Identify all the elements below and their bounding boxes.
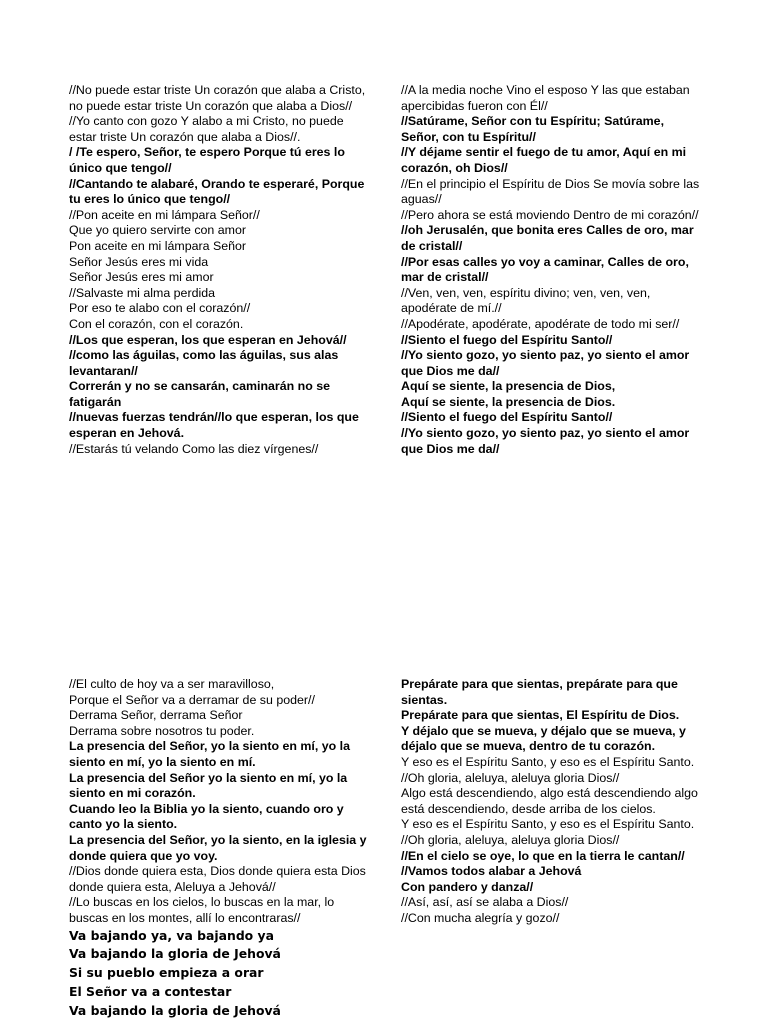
- lyric-line: Porque el Señor va a derramar de su poder//: [69, 692, 315, 707]
- lyric-line: //Oh gloria, aleluya, aleluya gloria Dios//: [401, 832, 620, 847]
- lyric-line: //Oh gloria, aleluya, aleluya gloria Dios//: [401, 770, 620, 785]
- lyric-line: La presencia del Señor, yo la siento, en la iglesia y donde quiera que yo voy.: [69, 832, 367, 863]
- lyric-line: El Señor va a contestar: [69, 983, 232, 999]
- lyric-line: //Ven, ven, ven, espíritu divino; ven, ven, ven, apodérate de mí.//: [401, 285, 651, 316]
- lyric-line: //Dios donde quiera esta, Dios donde quiera esta Dios donde quiera esta, Aleluya a Jehová//: [69, 864, 366, 894]
- lyric-line: //Cantando te alabaré, Orando te esperaré, Porque tu eres lo único que tengo//: [69, 176, 365, 207]
- lyric-line: //Yo siento gozo, yo siento paz, yo siento el amor que Dios me da//: [401, 426, 690, 456]
- lyric-line: //El culto de hoy va a ser maravilloso,: [69, 677, 275, 691]
- lyric-line: Con pandero y danza//: [401, 879, 534, 894]
- lyric-line: Algo está descendiendo, algo está descendiendo algo está descendiendo, desde arriba de los cielos.: [401, 786, 698, 816]
- lyric-line: //En el principio el Espíritu de Dios Se movía sobre las aguas//: [401, 176, 700, 207]
- lyric-line: Señor Jesús eres mi amor: [69, 270, 214, 285]
- lyric-line: //Apodérate, apodérate, apodérate de todo mi ser//: [401, 316, 680, 331]
- lyric-line: Y déjalo que se mueva, y déjalo que se mueva, y déjalo que se mueva, dentro de tu corazón.: [401, 723, 686, 754]
- lyric-line: / /Te espero, Señor, te espero Porque tú eres lo único que tengo//: [69, 145, 345, 175]
- lyric-line: Va bajando la gloria de Jehová: [69, 1002, 281, 1018]
- lyric-line: //Satúrame, Señor con tu Espíritu; Satúrame, Señor, con tu Espíritu//: [401, 114, 665, 144]
- lyric-line: //Siento el fuego del Espíritu Santo//: [401, 410, 613, 425]
- lyric-line: Y eso es el Espíritu Santo, y eso es el Espíritu Santo.: [401, 754, 695, 769]
- lyric-line: //nuevas fuerzas tendrán//lo que esperan, los que esperan en Jehová.: [69, 410, 359, 441]
- lyric-line: Aquí se siente, la presencia de Dios,: [401, 379, 616, 394]
- lyric-line: Prepárate para que sientas, prepárate para que sientas.: [401, 677, 678, 707]
- lyric-line: //Lo buscas en los cielos, lo buscas en la mar, lo buscas en los montes, allí lo encontraras//: [69, 895, 335, 925]
- lyric-line: //Yo siento gozo, yo siento paz, yo siento el amor que Dios me da//: [401, 348, 690, 378]
- lyric-line: Pon aceite en mi lámpara Señor: [69, 238, 247, 253]
- lyric-line: //Siento el fuego del Espíritu Santo//: [401, 332, 613, 347]
- lyric-line: Aquí se siente, la presencia de Dios.: [401, 394, 616, 409]
- lyric-line: //oh Jerusalén, que bonita eres Calles de oro, mar de cristal//: [401, 223, 694, 253]
- lyric-line: //Los que esperan, los que esperan en Jehová//: [69, 332, 347, 347]
- lyric-line: La presencia del Señor yo la siento en mí, yo la siento en mi corazón.: [69, 770, 348, 801]
- lyric-line: Prepárate para que sientas, El Espíritu de Dios.: [401, 708, 680, 723]
- lyrics-column-top-right: [401, 83, 701, 457]
- lyric-line: //Estarás tú velando Como las diez vírgenes//: [69, 441, 319, 456]
- lyric-line: //Vamos todos alabar a Jehová: [401, 864, 582, 879]
- lyric-line: //Salvaste mi alma perdida: [69, 285, 216, 300]
- lyrics-column-bottom-right: [401, 677, 701, 927]
- lyric-line: Correrán y no se cansarán, caminarán no se fatigarán: [69, 379, 331, 409]
- lyric-line: Por eso te alabo con el corazón//: [69, 301, 251, 316]
- lyric-line: //Pero ahora se está moviendo Dentro de mi corazón//: [401, 207, 699, 222]
- lyric-line: Cuando leo la Biblia yo la siento, cuando oro y canto yo la siento.: [69, 801, 344, 832]
- lyric-line: //Y déjame sentir el fuego de tu amor, Aquí en mi corazón, oh Dios//: [401, 145, 687, 175]
- lyric-line: //Yo canto con gozo Y alabo a mi Cristo, no puede estar triste Un corazón que alaba a Dios//.: [69, 114, 344, 144]
- lyric-line: //como las águilas, como las águilas, sus alas levantaran//: [69, 348, 339, 378]
- lyrics-column-top-left: [69, 83, 369, 457]
- lyric-line: //Pon aceite en mi lámpara Señor//: [69, 207, 260, 222]
- lyric-line: Con el corazón, con el corazón.: [69, 316, 244, 331]
- lyric-line: La presencia del Señor, yo la siento en mí, yo la siento en mí, yo la siento en mí.: [69, 739, 350, 769]
- lyric-line: Si su pueblo empieza a orar: [69, 965, 264, 981]
- lyric-line: Va bajando la gloria de Jehová: [69, 946, 281, 962]
- lyric-line: //Con mucha alegría y gozo//: [401, 910, 560, 925]
- lyric-line: Y eso es el Espíritu Santo, y eso es el Espíritu Santo.: [401, 817, 695, 832]
- lyric-line: //En el cielo se oye, lo que en la tierra le cantan//: [401, 848, 685, 863]
- lyric-line: Que yo quiero servirte con amor: [69, 223, 246, 238]
- lyric-line: //Así, así, así se alaba a Dios//: [401, 895, 569, 910]
- lyrics-column-bottom-left: [69, 677, 369, 1020]
- lyric-line: //A la media noche Vino el esposo Y las que estaban apercibidas fueron con Él//: [401, 83, 690, 113]
- lyric-line: Derrama sobre nosotros tu poder.: [69, 723, 255, 738]
- lyric-line: Señor Jesús eres mi vida: [69, 254, 209, 269]
- lyric-line: Va bajando ya, va bajando ya: [69, 927, 274, 943]
- lyric-line: //Por esas calles yo voy a caminar, Calles de oro, mar de cristal//: [401, 254, 689, 285]
- lyric-line: Derrama Señor, derrama Señor: [69, 708, 243, 723]
- lyric-line: //No puede estar triste Un corazón que alaba a Cristo, no puede estar triste Un corazón que alaba a Dios//: [69, 83, 366, 113]
